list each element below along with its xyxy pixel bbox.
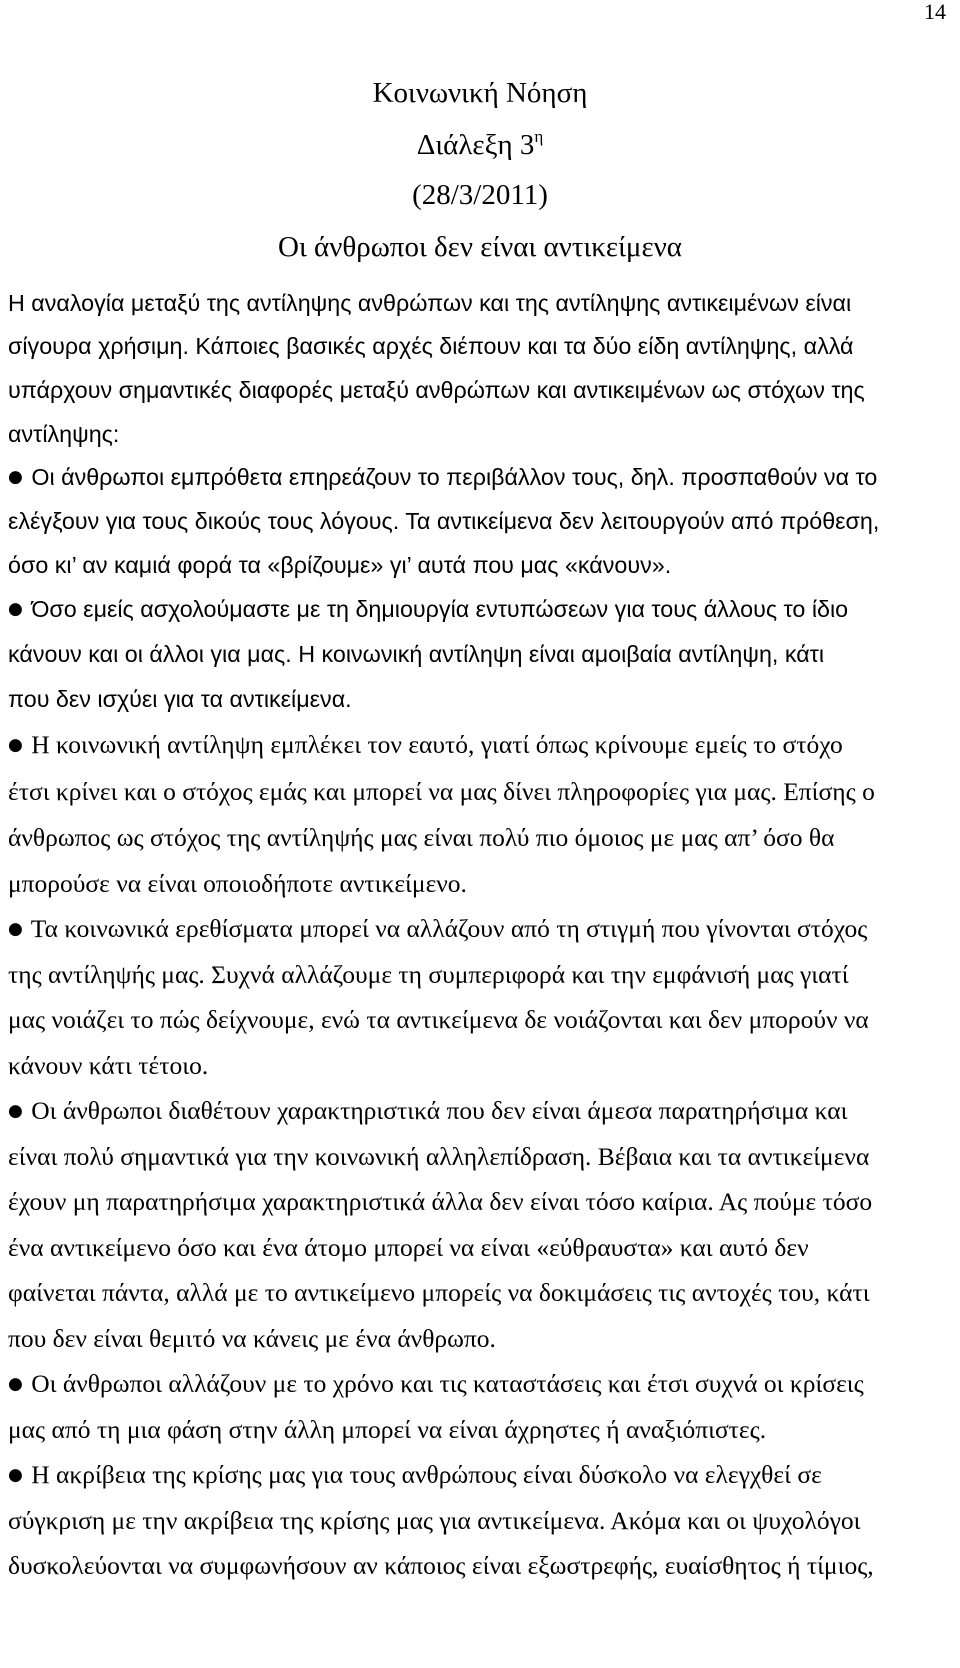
bullet-line [8, 594, 848, 624]
lecture-number [0, 128, 960, 162]
text-line: της αντίληψής μας. Συχνά αλλάζουμε τη συμπεριφορά και την εμφάνισή μας γιατί [8, 960, 849, 989]
text-line: άνθρωπος ως στόχος της αντίληψής μας είναι πολύ πιο όμοιος με μας απ’ όσο θα [8, 823, 835, 852]
bullet-icon: ● [8, 1465, 23, 1485]
bullet-line [8, 730, 843, 760]
bullet-icon: ● [8, 599, 23, 619]
text-line: μας από τη μια φάση στην άλλη μπορεί να είναι άχρηστες ή αναξιόπιστες. [8, 1415, 767, 1444]
lecture-date: (28/3/2011) [412, 179, 548, 211]
bullet-line [8, 462, 877, 492]
text-line: που δεν ισχύει για τα αντικείμενα. [8, 686, 352, 712]
text-line: όσο κι’ αν καμιά φορά τα «βρίζουμε» γι’ αυτά που μας «κάνουν». [8, 552, 672, 578]
text-line: ελέγξουν για τους δικούς τους λόγους. Τα αντικείμενα δεν λειτουργούν από πρόθεση, [8, 508, 880, 534]
bullet-text: Η ακρίβεια της κρίσης μας για τους ανθρώπους είναι δύσκολο να ελεγχθεί σε [31, 1460, 822, 1489]
text-line: είναι πολύ σημαντικά για την κοινωνική αλληλεπίδραση. Βέβαια και τα αντικείμενα [8, 1142, 870, 1171]
bullet-icon: ● [8, 467, 23, 487]
bullet-text: Η κοινωνική αντίληψη εμπλέκει τον εαυτό, γιατί όπως κρίνουμε εμείς το στόχο [31, 730, 843, 759]
bullet-line [8, 1096, 847, 1126]
text-line: έτσι κρίνει και ο στόχος εμάς και μπορεί να μας δίνει πληροφορίες για μας. Επίσης ο [8, 777, 875, 806]
bullet-icon: ● [8, 1101, 23, 1121]
text-line: φαίνεται πάντα, αλλά με το αντικείμενο μπορείς να δοκιμάσεις τις αντοχές του, κάτι [8, 1278, 870, 1307]
text-line: αντίληψης: [8, 421, 120, 447]
lecture-title: Κοινωνική Νόηση [372, 77, 588, 109]
text-line: κάνουν και οι άλλοι για μας. Η κοινωνική αντίληψη είναι αμοιβαία αντίληψη, κάτι [8, 641, 825, 667]
lecture-subtitle: Οι άνθρωποι δεν είναι αντικείμενα [278, 231, 682, 263]
page-number: 14 [924, 0, 946, 24]
lecture-label: Διάλεξη 3 [416, 129, 535, 161]
text-line: υπάρχουν σημαντικές διαφορές μεταξύ ανθρώπων και αντικειμένων ως στόχων της [8, 377, 865, 403]
bullet-text: Τα κοινωνικά ερεθίσματα μπορεί να αλλάζουν από τη στιγμή που γίνονται στόχος [30, 914, 868, 943]
bullet-line [8, 1369, 864, 1399]
bullet-icon: ● [8, 735, 23, 755]
lecture-ordinal: η [534, 127, 544, 146]
text-line: έχουν μη παρατηρήσιμα χαρακτηριστικά άλλα δεν είναι τόσο καίρια. Ας πούμε τόσο [8, 1187, 873, 1216]
text-line: δυσκολεύονται να συμφωνήσουν αν κάποιος είναι εξωστρεφής, ευαίσθητος ή τίμιος, [8, 1551, 874, 1580]
bullet-text: Οι άνθρωποι εμπρόθετα επηρεάζουν το περιβάλλον τους, δηλ. προσπαθούν να το [31, 464, 878, 490]
text-line: σύγκριση με την ακρίβεια της κρίσης μας για αντικείμενα. Ακόμα και οι ψυχολόγοι [8, 1506, 861, 1535]
bullet-icon: ● [8, 1374, 23, 1394]
text-line: που δεν είναι θεμιτό να κάνεις με ένα άνθρωπο. [8, 1324, 496, 1353]
bullet-line [8, 914, 867, 944]
bullet-icon: ● [8, 919, 23, 939]
text-line: μπορούσε να είναι οποιοδήποτε αντικείμενο. [8, 869, 467, 898]
bullet-text: Οι άνθρωποι αλλάζουν με το χρόνο και τις καταστάσεις και έτσι συχνά οι κρίσεις [31, 1369, 864, 1398]
bullet-text: Οι άνθρωποι διαθέτουν χαρακτηριστικά που δεν είναι άμεσα παρατηρήσιμα και [31, 1096, 848, 1125]
text-line: σίγουρα χρήσιμη. Κάποιες βασικές αρχές διέπουν και τα δύο είδη αντίληψης, αλλά [8, 333, 854, 359]
text-line: Η αναλογία μεταξύ της αντίληψης ανθρώπων και της αντίληψης αντικειμένων είναι [8, 290, 852, 316]
text-line: κάνουν κάτι τέτοιο. [8, 1051, 209, 1080]
bullet-line [8, 1460, 822, 1490]
bullet-text: Όσο εμείς ασχολούμαστε με τη δημιουργία εντυπώσεων για τους άλλους το ίδιο [31, 596, 849, 622]
text-line: μας νοιάζει το πώς δείχνουμε, ενώ τα αντικείμενα δε νοιάζονται και δεν μπορούν να [8, 1005, 869, 1034]
text-line: ένα αντικείμενο όσο και ένα άτομο μπορεί να είναι «εύθραυστα» και αυτό δεν [8, 1233, 809, 1262]
